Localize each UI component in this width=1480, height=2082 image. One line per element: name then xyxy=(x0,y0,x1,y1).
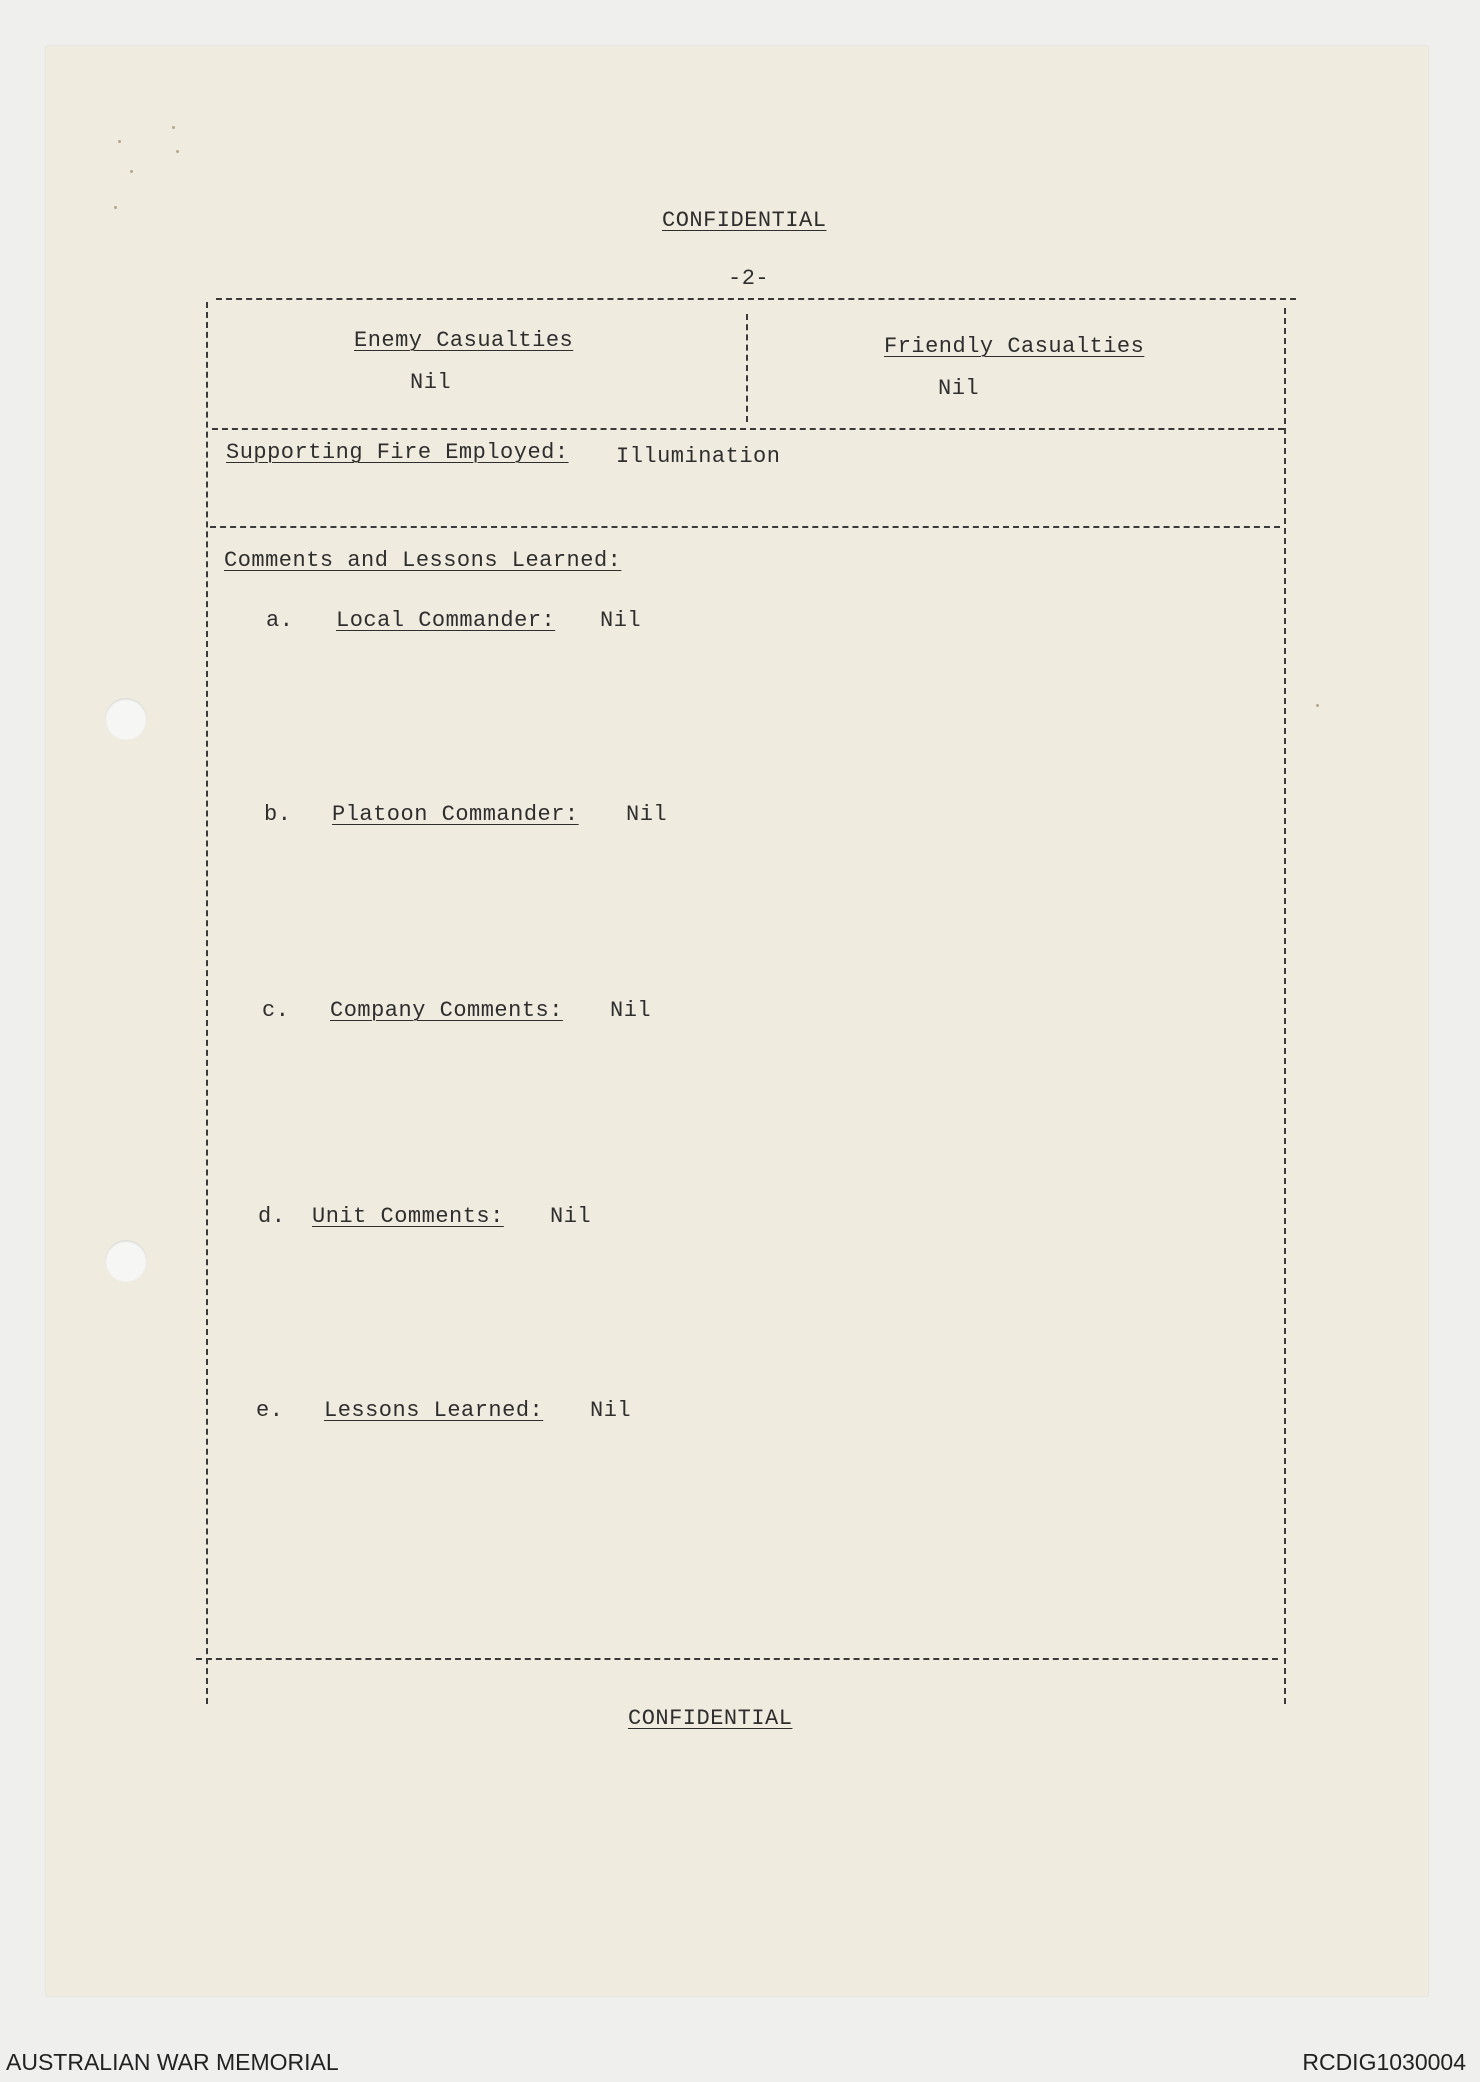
friendly-casualties-value: Nil xyxy=(938,376,980,401)
comment-item-value: Nil xyxy=(610,998,652,1023)
comment-item-value: Nil xyxy=(600,608,642,633)
comment-item-letter: e. xyxy=(256,1398,284,1423)
supporting-fire-bottom-rule xyxy=(210,526,1280,528)
enemy-casualties-value: Nil xyxy=(410,370,452,395)
table-bottom-border xyxy=(196,1658,1278,1660)
header-classification: CONFIDENTIAL xyxy=(662,208,827,233)
archive-institution: AUSTRALIAN WAR MEMORIAL xyxy=(6,2049,339,2075)
supporting-fire-value: Illumination xyxy=(616,444,781,469)
comment-item-letter: b. xyxy=(264,802,292,827)
comment-item-value: Nil xyxy=(550,1204,592,1229)
paper-speck xyxy=(114,206,117,209)
supporting-fire-label: Supporting Fire Employed: xyxy=(226,440,569,465)
paper-speck xyxy=(176,150,179,153)
document-page xyxy=(46,46,1428,1996)
punch-hole-top xyxy=(105,698,147,740)
comment-item-letter: a. xyxy=(266,608,294,633)
paper-speck xyxy=(1316,704,1319,707)
casualties-divider xyxy=(746,314,748,422)
comment-item-label: Company Comments: xyxy=(330,998,563,1023)
comment-item-label: Local Commander: xyxy=(336,608,556,633)
casualties-bottom-rule xyxy=(212,428,1284,430)
footer-classification: CONFIDENTIAL xyxy=(628,1706,793,1731)
comments-heading: Comments and Lessons Learned: xyxy=(224,548,622,573)
comment-item-label: Unit Comments: xyxy=(312,1204,504,1229)
comment-item-value: Nil xyxy=(590,1398,632,1423)
comment-item-label: Lessons Learned: xyxy=(324,1398,544,1423)
table-right-border xyxy=(1284,308,1286,1704)
paper-speck xyxy=(172,126,175,129)
comment-item-value: Nil xyxy=(626,802,668,827)
table-top-border xyxy=(216,298,1296,300)
comment-item-letter: d. xyxy=(258,1204,286,1229)
paper-speck xyxy=(118,140,121,143)
archive-record-id: RCDIG1030004 xyxy=(1302,2049,1466,2075)
table-left-border xyxy=(206,302,208,1704)
friendly-casualties-label: Friendly Casualties xyxy=(884,334,1145,359)
paper-speck xyxy=(130,170,133,173)
comment-item-letter: c. xyxy=(262,998,290,1023)
punch-hole-bottom xyxy=(105,1240,147,1282)
enemy-casualties-label: Enemy Casualties xyxy=(354,328,574,353)
page-number: -2- xyxy=(728,266,770,291)
comment-item-label: Platoon Commander: xyxy=(332,802,579,827)
